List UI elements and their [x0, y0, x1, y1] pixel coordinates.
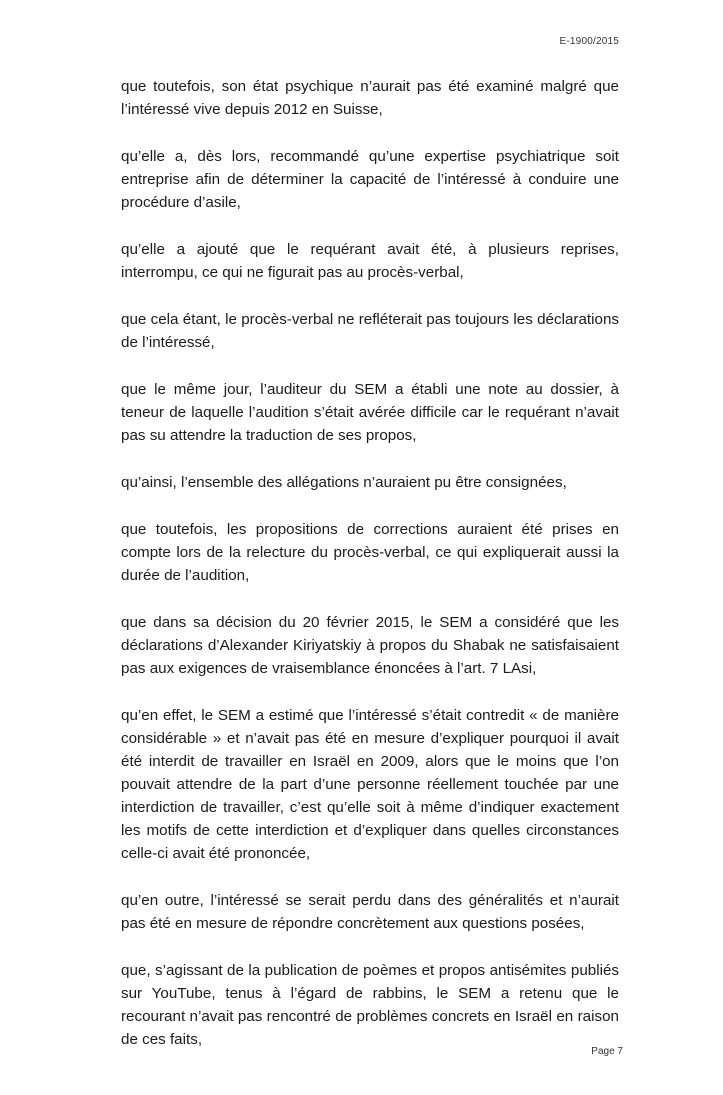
page-number: Page 7: [591, 1046, 623, 1057]
paragraph: qu’ainsi, l’ensemble des allégations n’auraient pu être consignées,: [121, 474, 567, 491]
paragraph: que toutefois, les propositions de corrections auraient été prises en compte lors de la relecture du procès-verbal, ce qui expliquerait aussi la durée de l’audition,: [121, 521, 619, 584]
paragraph: qu’elle a ajouté que le requérant avait été, à plusieurs reprises, interrompu, ce qui ne figurait pas au procès-verbal,: [121, 241, 619, 281]
paragraph: que dans sa décision du 20 février 2015, le SEM a considéré que les déclarations d’Alexander Kiriyatskiy à propos du Shabak ne satisfaisaient pas aux exigences de vraisemblance énoncées à l’art. 7 LAsi,: [121, 614, 619, 677]
document-body: [121, 75, 619, 1075]
paragraph: que le même jour, l’auditeur du SEM a établi une note au dossier, à teneur de laquelle l’audition s’était avérée difficile car le requérant n’avait pas su attendre la traduction de ses propos,: [121, 381, 619, 444]
paragraph: qu’en effet, le SEM a estimé que l’intéressé s’était contredit « de manière considérable » et n’avait pas été en mesure d’expliquer pourquoi il avait été interdit de travailler en Israël en 2009, alors que le moins que l’on pouvait attendre de la part d’une personne réellement touchée par une interdiction de travailler, c’est qu’elle soit à même d’indiquer exactement les motifs de cette interdiction et d’expliquer dans quelles circonstances celle-ci avait été prononcée,: [121, 707, 619, 862]
paragraph: qu’elle a, dès lors, recommandé qu’une expertise psychiatrique soit entreprise afin de déterminer la capacité de l’intéressé à conduire une procédure d’asile,: [121, 148, 619, 211]
paragraph: que, s’agissant de la publication de poèmes et propos antisémites publiés sur YouTube, tenus à l’égard de rabbins, le SEM a retenu que le recourant n’avait pas rencontré de problèmes concrets en Israël en raison de ces faits,: [121, 962, 619, 1048]
paragraph: que cela étant, le procès-verbal ne refléterait pas toujours les déclarations de l’intéressé,: [121, 311, 619, 351]
case-reference: E-1900/2015: [559, 36, 619, 47]
paragraph: que toutefois, son état psychique n’aurait pas été examiné malgré que l’intéressé vive depuis 2012 en Suisse,: [121, 78, 619, 118]
paragraph: qu’en outre, l’intéressé se serait perdu dans des généralités et n’aurait pas été en mesure de répondre concrètement aux questions posées,: [121, 892, 619, 932]
